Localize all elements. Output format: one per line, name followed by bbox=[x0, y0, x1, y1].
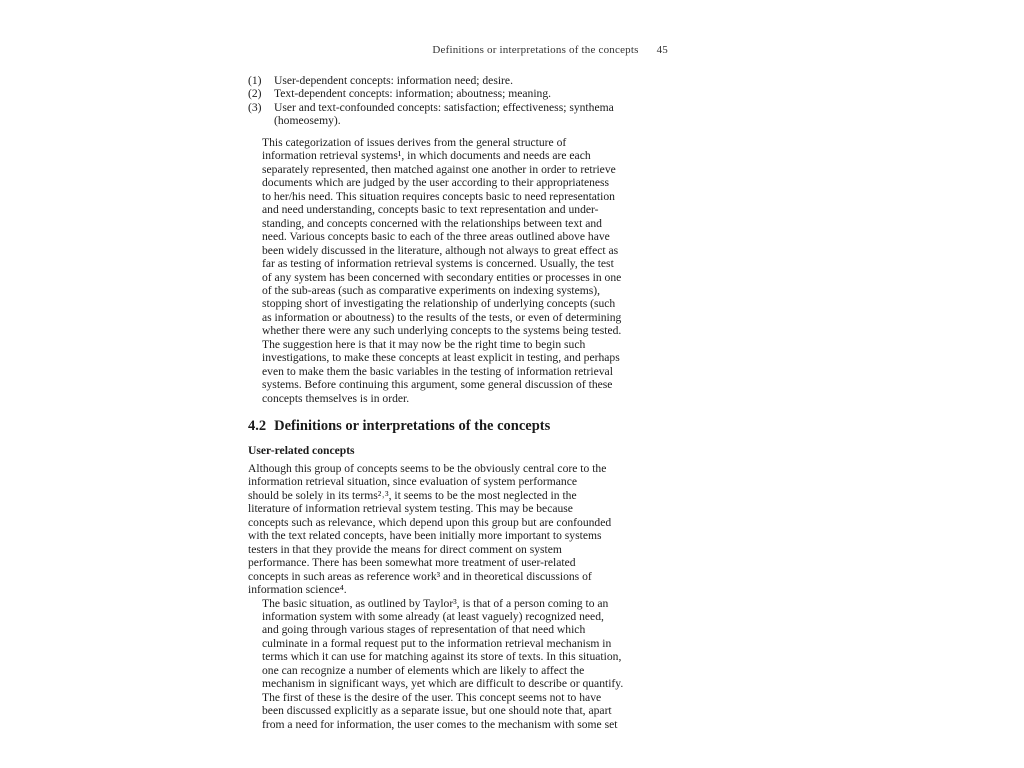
text-line: information retrieval situation, since evaluation of system performance bbox=[248, 475, 578, 489]
text-line: documents which are judged by the user according to their appropriateness bbox=[262, 176, 610, 190]
page-number: 45 bbox=[656, 44, 668, 56]
text-line: information system with some already (at least vaguely) recognized need, bbox=[262, 609, 604, 623]
paragraph-categorization bbox=[248, 136, 668, 405]
text-line: stopping short of investigating the relationship of underlying concepts (such bbox=[262, 297, 616, 311]
text-line: and going through various stages of representation of that need which bbox=[262, 623, 586, 637]
list-item-number: (1) bbox=[248, 74, 262, 87]
text-line: and need understanding, concepts basic to text representation and under- bbox=[262, 203, 599, 217]
text-line: The basic situation, as outlined by Taylor³, is that of a person coming to an bbox=[262, 596, 609, 610]
text-line: information science⁴. bbox=[248, 583, 347, 597]
list-item-text: User and text-confounded concepts: satisfaction; effectiveness; synthema bbox=[274, 100, 614, 114]
text-line: from a need for information, the user comes to the mechanism with some set bbox=[262, 717, 618, 731]
text-line: far as testing of information retrieval systems is concerned. Usually, the test bbox=[262, 257, 614, 271]
text-line: whether there were any such underlying concepts to the systems being tested. bbox=[262, 324, 622, 338]
text-line: investigations, to make these concepts at least explicit in testing, and perhaps bbox=[262, 351, 620, 365]
concept-list bbox=[248, 74, 668, 128]
text-line: The first of these is the desire of the user. This concept seems not to have bbox=[262, 690, 602, 704]
text-line: concepts in such areas as reference work³ and in theoretical discussions of bbox=[248, 569, 592, 583]
list-item-text: User-dependent concepts: information need; desire. bbox=[274, 74, 513, 87]
text-line: culminate in a formal request put to the information retrieval mechanism in bbox=[262, 636, 612, 650]
text-line: systems. Before continuing this argument, some general discussion of these bbox=[262, 378, 613, 392]
text-line: even to make them the basic variables in the testing of information retrieval bbox=[262, 364, 613, 378]
list-item-continuation: (homeosemy). bbox=[274, 114, 341, 128]
paragraph-user-related bbox=[248, 462, 668, 597]
text-line: one can recognize a number of elements which are likely to affect the bbox=[262, 663, 585, 677]
text-line: should be solely in its terms²˒³, it seems to be the most neglected in the bbox=[248, 488, 577, 502]
text-line: separately represented, then matched against one another in order to retrieve bbox=[262, 162, 616, 176]
text-line: as information or aboutness) to the results of the tests, or even of determining bbox=[262, 310, 622, 324]
section-body bbox=[248, 462, 668, 731]
text-line: The suggestion here is that it may now be the right time to begin such bbox=[262, 337, 586, 351]
list-item bbox=[248, 74, 668, 87]
section-number: 4.2 bbox=[248, 418, 267, 434]
text-line: Although this group of concepts seems to be the obviously central core to the bbox=[248, 462, 607, 475]
list-item bbox=[248, 87, 668, 100]
list-item bbox=[248, 101, 668, 128]
section-title: Definitions or interpretations of the concepts bbox=[274, 418, 551, 434]
text-line: This categorization of issues derives from the general structure of bbox=[262, 136, 567, 149]
text-line: concepts such as relevance, which depend upon this group but are confounded bbox=[248, 515, 612, 529]
text-line: been discussed explicitly as a separate issue, but one should note that, apart bbox=[262, 704, 612, 718]
text-line: information retrieval systems¹, in which documents and needs are each bbox=[262, 149, 591, 163]
text-line: testers in that they provide the means for direct comment on system bbox=[248, 542, 562, 556]
text-line: literature of information retrieval system testing. This may be because bbox=[248, 502, 573, 516]
list-item-text: Text-dependent concepts: information; aboutness; meaning. bbox=[274, 87, 552, 101]
paragraph-desire bbox=[248, 691, 668, 731]
text-line: terms which it can use for matching against its store of texts. In this situation, bbox=[262, 650, 622, 664]
section-heading bbox=[248, 418, 668, 435]
text-line: to her/his need. This situation requires concepts basic to need representation bbox=[262, 189, 615, 203]
text-line: mechanism in significant ways, yet which are difficult to describe or quantify. bbox=[262, 677, 624, 691]
running-head-title: Definitions or interpretations of the concepts bbox=[432, 44, 639, 56]
text-line: concepts themselves is in order. bbox=[262, 391, 410, 405]
list-item-number: (2) bbox=[248, 87, 262, 101]
paragraph-basic-situation bbox=[248, 597, 668, 691]
text-line: been widely discussed in the literature, although not always to great effect as bbox=[262, 243, 619, 257]
text-line: with the text related concepts, have been initially more important to systems bbox=[248, 529, 602, 543]
text-line: standing, and concepts concerned with the relationships between text and bbox=[262, 216, 602, 230]
text-line: of any system has been concerned with secondary entities or processes in one bbox=[262, 270, 622, 284]
running-head bbox=[400, 44, 668, 56]
subheading: User-related concepts bbox=[248, 444, 355, 457]
paragraph-text bbox=[248, 136, 668, 405]
text-line: need. Various concepts basic to each of the three areas outlined above have bbox=[262, 230, 610, 244]
list-item-number: (3) bbox=[248, 100, 262, 114]
text-line: of the sub-areas (such as comparative experiments on indexing systems), bbox=[262, 283, 601, 297]
text-line: performance. There has been somewhat more treatment of user-related bbox=[248, 556, 576, 570]
